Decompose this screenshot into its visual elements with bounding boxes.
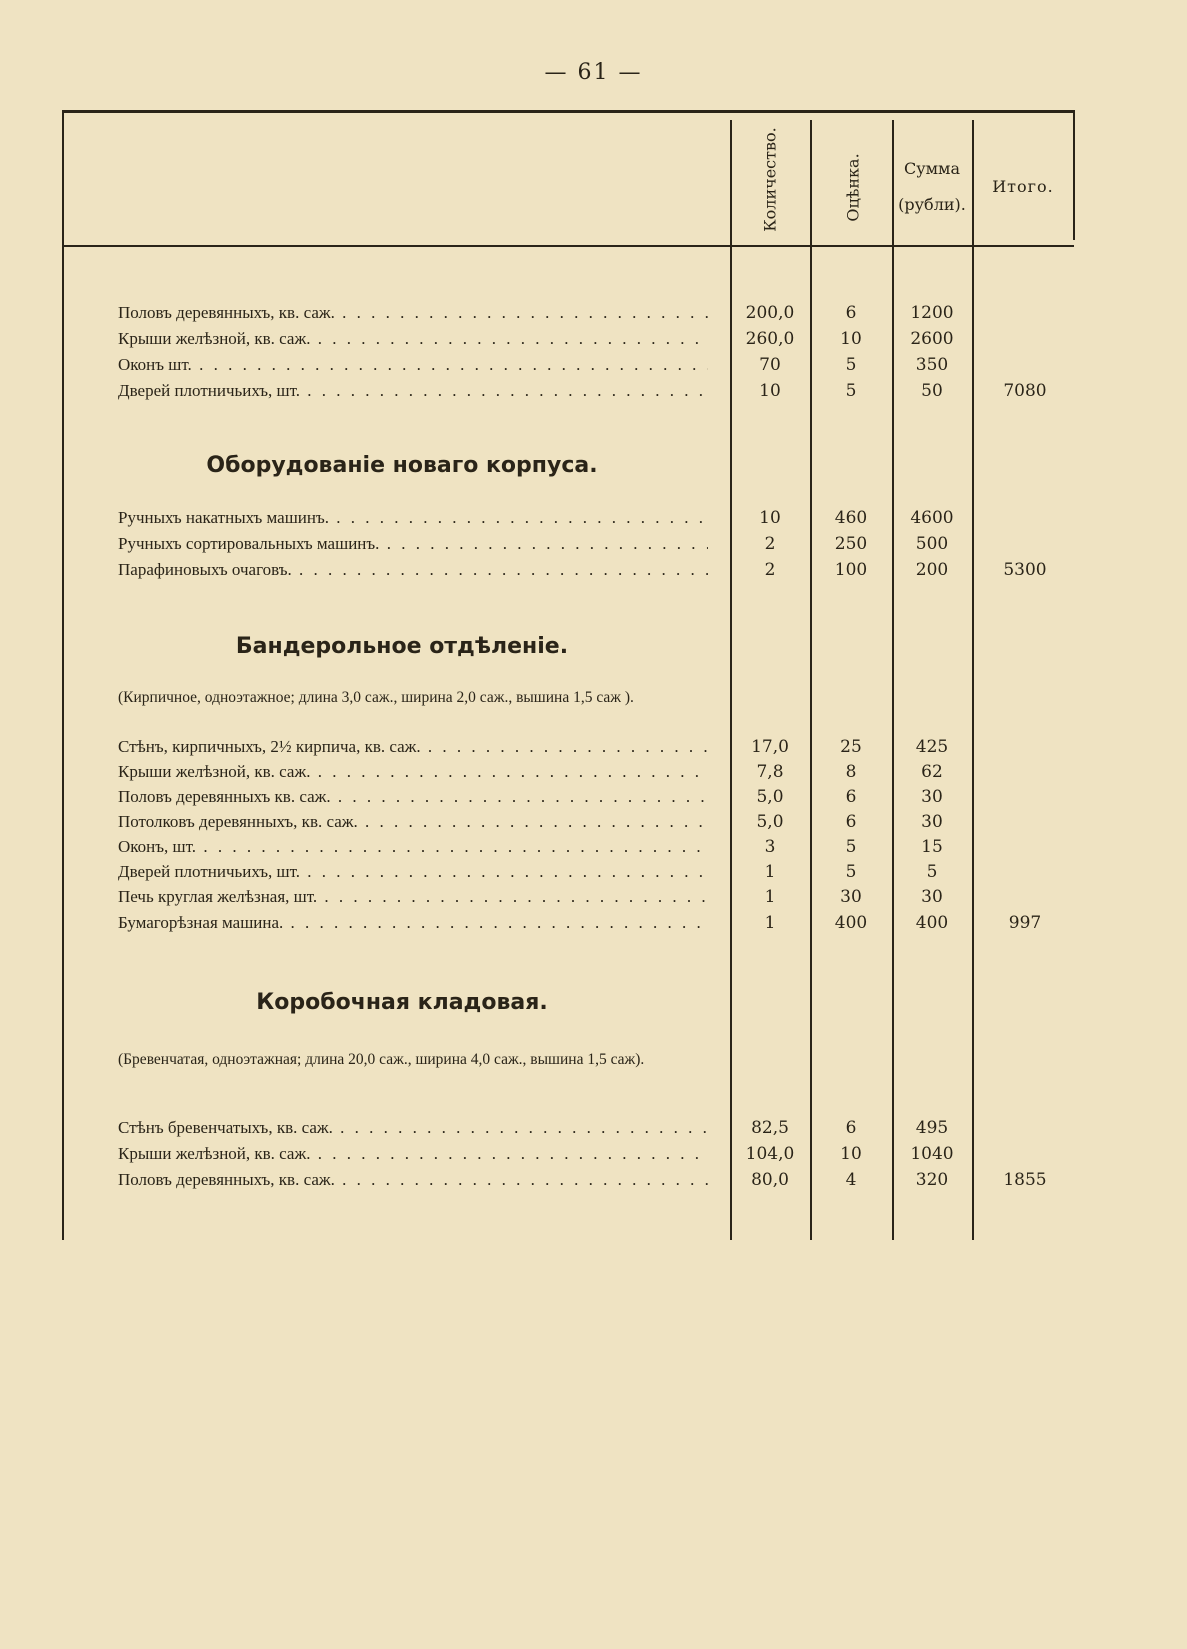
row-rate: 6 (845, 787, 857, 807)
row-rate: 10 (840, 1144, 862, 1164)
row-qty: 1 (764, 887, 776, 907)
section-title: Оборудованіе новаго корпуса. (206, 453, 598, 478)
row-rate: 100 (834, 560, 868, 580)
row-rate: 25 (840, 737, 862, 757)
column-divider-qty (730, 120, 732, 1240)
table-row (0, 737, 1187, 761)
row-total: 5300 (1003, 560, 1047, 580)
row-label: Стѣнъ, кирпичныхъ, 2½ кирпича, кв. саж. . . . (118, 737, 708, 757)
row-sum: 30 (921, 887, 943, 907)
row-label: Бумагорѣзная машина. . . . (118, 913, 708, 933)
row-sum: 50 (921, 381, 943, 401)
row-qty: 1 (764, 862, 776, 882)
row-label: Печь круглая желѣзная, шт. . . . (118, 887, 708, 907)
section-title: Коробочная кладовая. (256, 990, 548, 1015)
row-qty: 10 (759, 508, 781, 528)
row-rate: 4 (845, 1170, 857, 1190)
row-rate: 5 (845, 837, 857, 857)
row-total: 1855 (1003, 1170, 1047, 1190)
row-sum: 425 (915, 737, 949, 757)
table-left-border (62, 110, 64, 1240)
row-sum: 1040 (910, 1144, 954, 1164)
table-row (0, 1118, 1187, 1142)
row-label: Оконъ, шт. . . . (118, 837, 708, 857)
table-row (0, 837, 1187, 861)
table-row (0, 762, 1187, 786)
row-rate: 6 (845, 812, 857, 832)
section-note: (Бревенчатая, одноэтажная; длина 20,0 саж., ширина 4,0 саж., вышина 1,5 саж). (118, 1051, 645, 1068)
column-divider-total (972, 120, 974, 1240)
row-label: Оконъ шт. . . . (118, 355, 708, 375)
row-label: Стѣнъ бревенчатыхъ, кв. саж. . . . (118, 1118, 708, 1138)
section-title: Бандерольное отдѣленіе. (235, 634, 569, 659)
row-sum: 400 (915, 913, 949, 933)
row-rate: 6 (845, 1118, 857, 1138)
row-sum: 320 (915, 1170, 949, 1190)
header-sum-line1: Сумма (903, 159, 961, 178)
row-label: Потолковъ деревянныхъ, кв. саж. . . . (118, 812, 708, 832)
row-total: 7080 (1003, 381, 1047, 401)
row-qty: 82,5 (751, 1118, 789, 1138)
row-rate: 5 (845, 862, 857, 882)
row-qty: 5,0 (756, 812, 784, 832)
row-sum: 15 (921, 837, 943, 857)
header-qty: Количество. (760, 127, 780, 232)
row-sum: 5 (926, 862, 938, 882)
row-sum: 350 (915, 355, 949, 375)
row-rate: 10 (840, 329, 862, 349)
row-sum: 500 (915, 534, 949, 554)
table-row (0, 381, 1187, 405)
row-qty: 7,8 (756, 762, 784, 782)
page-number: — 61 — (544, 60, 643, 85)
row-sum: 2600 (910, 329, 954, 349)
row-label: Дверей плотничьихъ, шт. . . . (118, 862, 708, 882)
row-label: Половъ деревянныхъ кв. саж. . . . (118, 787, 708, 807)
row-qty: 104,0 (745, 1144, 795, 1164)
table-row (0, 534, 1187, 558)
row-qty: 1 (764, 913, 776, 933)
table-row (0, 303, 1187, 327)
row-rate: 30 (840, 887, 862, 907)
row-label: Ручныхъ накатныхъ машинъ. . . . (118, 508, 708, 528)
table-row (0, 355, 1187, 379)
header-sum-line2: (рубли). (898, 195, 966, 214)
column-divider-rate (810, 120, 812, 1240)
section-note: (Кирпичное, одноэтажное; длина 3,0 саж., ширина 2,0 саж., вышина 1,5 саж ). (118, 689, 634, 706)
row-qty: 80,0 (751, 1170, 789, 1190)
row-sum: 30 (921, 787, 943, 807)
row-label: Половъ деревянныхъ, кв. саж. . . . (118, 1170, 708, 1190)
row-total: 997 (1008, 913, 1042, 933)
row-rate: 400 (834, 913, 868, 933)
table-row (0, 787, 1187, 811)
row-sum: 4600 (910, 508, 954, 528)
table-row (0, 862, 1187, 886)
row-sum: 495 (915, 1118, 949, 1138)
table-header-rule (62, 245, 1074, 247)
row-qty: 2 (764, 560, 776, 580)
row-label: Дверей плотничьихъ, шт. . . . (118, 381, 708, 401)
row-sum: 30 (921, 812, 943, 832)
row-sum: 1200 (910, 303, 954, 323)
row-rate: 6 (845, 303, 857, 323)
header-rate: Оцѣнка. (843, 153, 863, 222)
row-label: Парафиновыхъ очаговъ. . . . (118, 560, 708, 580)
row-rate: 5 (845, 355, 857, 375)
row-qty: 17,0 (751, 737, 789, 757)
table-row (0, 812, 1187, 836)
row-qty: 3 (764, 837, 776, 857)
column-divider-sum (892, 120, 894, 1240)
row-rate: 5 (845, 381, 857, 401)
table-row (0, 329, 1187, 353)
table-row (0, 508, 1187, 532)
table-row (0, 887, 1187, 911)
row-qty: 10 (759, 381, 781, 401)
header-total: Итого. (992, 177, 1054, 196)
row-qty: 70 (759, 355, 781, 375)
table-top-rule (62, 110, 1074, 113)
row-sum: 200 (915, 560, 949, 580)
table-row (0, 913, 1187, 937)
table-row (0, 1144, 1187, 1168)
row-label: Крыши желѣзной, кв. саж. . . . (118, 762, 708, 782)
row-sum: 62 (921, 762, 943, 782)
row-rate: 8 (845, 762, 857, 782)
row-label: Крыши желѣзной, кв. саж. . . . (118, 1144, 708, 1164)
row-rate: 250 (834, 534, 868, 554)
table-row (0, 560, 1187, 584)
row-qty: 200,0 (745, 303, 795, 323)
row-label: Ручныхъ сортировальныхъ машинъ. . . . (118, 534, 708, 554)
row-label: Крыши желѣзной, кв. саж. . . . (118, 329, 708, 349)
row-rate: 460 (834, 508, 868, 528)
row-label: Половъ деревянныхъ, кв. саж. . . . (118, 303, 708, 323)
row-qty: 260,0 (745, 329, 795, 349)
table-row (0, 1170, 1187, 1194)
row-qty: 2 (764, 534, 776, 554)
row-qty: 5,0 (756, 787, 784, 807)
